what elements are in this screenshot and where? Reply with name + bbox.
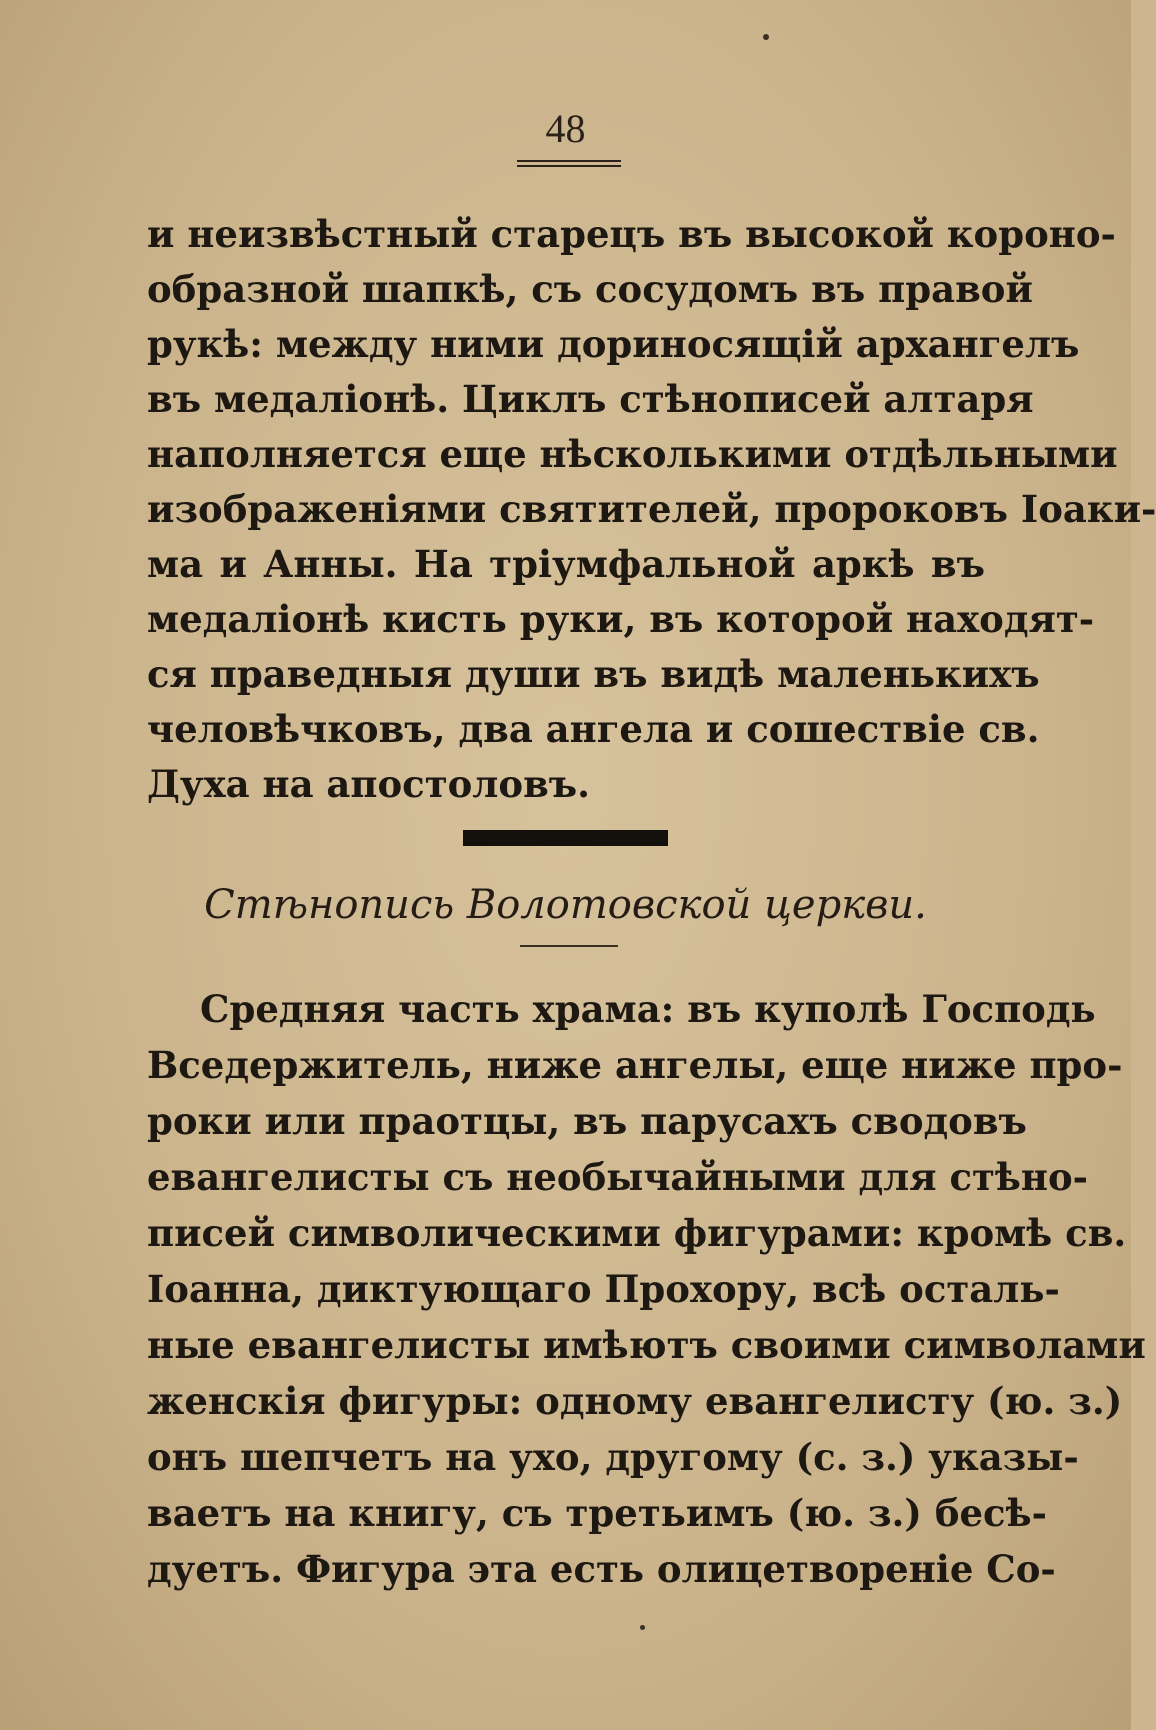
section-divider-bar (463, 830, 668, 846)
text-line: женскія фигуры: одному евангелисту (ю. з.) (147, 1379, 1123, 1423)
text-line: ные евангелисты имѣютъ своими символами (147, 1323, 1146, 1367)
text-line: Вседержитель, ниже ангелы, еще ниже про- (147, 1043, 1123, 1087)
text-line: образной шапкѣ, съ сосудомъ въ правой (147, 267, 1033, 311)
text-line: роки или праотцы, въ парусахъ сводовъ (147, 1099, 1027, 1143)
text-line: евангелисты съ необычайными для стѣно- (147, 1155, 1089, 1199)
text-line: медаліонѣ кисть руки, въ которой находят- (147, 597, 1095, 641)
page-number-double-rule (517, 160, 621, 167)
text-line: и неизвѣстный старецъ въ высокой короно- (147, 212, 1116, 256)
text-line: писей символическими фигурами: кромѣ св. (147, 1211, 1127, 1255)
text-line: дуетъ. Фигура эта есть олицетвореніе Со- (147, 1547, 1056, 1591)
text-line: ваетъ на книгу, съ третьимъ (ю. з.) бесѣ- (147, 1491, 1047, 1535)
text-line: въ медаліонѣ. Циклъ стѣнописей алтаря (147, 377, 1034, 421)
text-line: ся праведныя души въ видѣ маленькихъ (147, 652, 1040, 696)
text-line: ма и Анны. На тріумфальной аркѣ въ (147, 542, 985, 586)
ink-speck (763, 34, 769, 40)
text-line: рукѣ: между ними дориносящій архангелъ (147, 322, 1080, 366)
text-line: Духа на апостоловъ. (147, 762, 591, 806)
text-line: Средняя часть храма: въ куполѣ Господь (200, 987, 1096, 1031)
section-title: Стѣнопись Волотовской церкви. (204, 882, 927, 928)
text-line: человѣчковъ, два ангела и сошествіе св. (147, 707, 1040, 751)
text-line: изображеніями святителей, пророковъ Іоаки- (147, 487, 1156, 531)
page-number: 48 (545, 106, 586, 151)
text-line: онъ шепчетъ на ухо, другому (с. з.) указы- (147, 1435, 1079, 1479)
text-line: наполняется еще нѣсколькими отдѣльными (147, 432, 1118, 476)
ink-speck (640, 1625, 645, 1630)
section-title-rule (520, 945, 618, 947)
text-line: Іоанна, диктующаго Прохору, всѣ осталь- (147, 1267, 1060, 1311)
